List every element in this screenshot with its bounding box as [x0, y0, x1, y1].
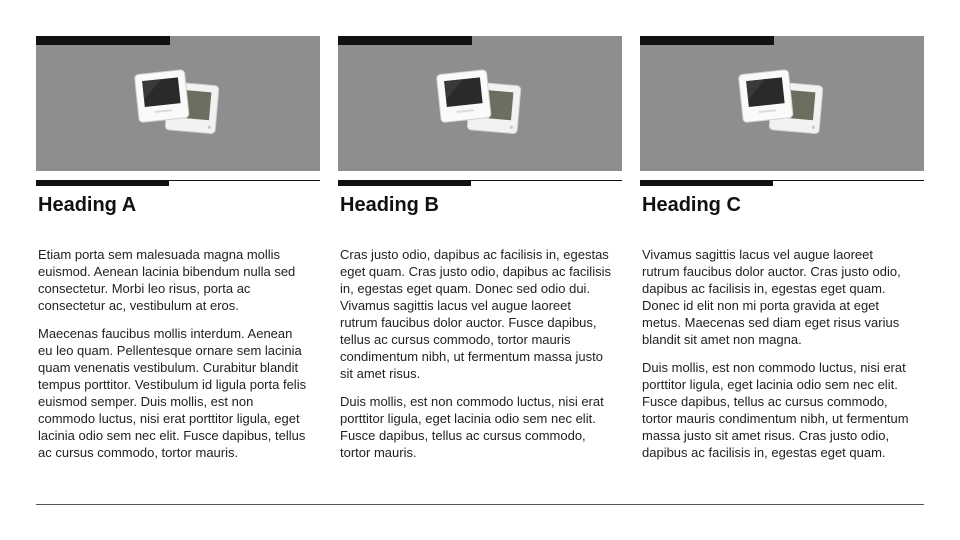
paragraph: Duis mollis, est non commodo luctus, nisi erat porttitor ligula, eget lacinia odio sem nec elit. Fusce dapibus, tellus ac cursus commodo, tortor mauris.: [340, 394, 604, 460]
paragraph: Duis mollis, est non commodo luctus, nisi erat porttitor ligula, eget lacinia odio sem nec elit. Fusce dapibus, tellus ac cursus commodo, tortor mauris condimentum nibh, ut fermentum massa justo sit amet risus. Cras justo odio, dapibus ac facilisis in, egestas eget quam.: [642, 360, 909, 460]
column-b: [338, 36, 622, 461]
image-placeholder[interactable]: [338, 36, 622, 171]
paragraph: Etiam porta sem malesuada magna mollis euismod. Aenean lacinia bibendum nulla sed consectetur. Morbi leo risus, porta ac consectetur ac, vestibulum at eros.: [38, 247, 296, 313]
image-accent-bar: [338, 36, 472, 45]
image-placeholder[interactable]: [36, 36, 320, 171]
column-heading: Heading B: [340, 194, 439, 216]
column-heading: Heading A: [38, 194, 137, 216]
heading-rule: [640, 180, 924, 186]
column-body: [340, 246, 612, 461]
column-body: [642, 246, 914, 461]
photo-slides-icon: [435, 64, 525, 140]
image-accent-bar: [640, 36, 774, 45]
bottom-divider: [36, 504, 924, 505]
image-accent-bar: [36, 36, 170, 45]
paragraph: Maecenas faucibus mollis interdum. Aenean eu leo quam. Pellentesque ornare sem lacinia quam venenatis vestibulum. Curabitur blandit tempus porttitor. Vestibulum id ligula porta felis euismod semper. Duis mollis, est non commodo luctus, nisi erat porttitor ligula, eget lacinia odio sem nec elit. Fusce dapibus, tellus ac cursus commodo, tortor mauris.: [38, 326, 307, 460]
column-body: [38, 246, 310, 461]
photo-slides-icon: [133, 64, 223, 140]
image-placeholder[interactable]: [640, 36, 924, 171]
heading-rule: [338, 180, 622, 186]
column-a: [36, 36, 320, 461]
column-heading: Heading C: [642, 194, 741, 216]
paragraph: Vivamus sagittis lacus vel augue laoreet rutrum faucibus dolor auctor. Cras justo odio, dapibus ac facilisis in, egestas eget quam. Donec id elit non mi porta gravida at eget metus. Maecenas sed diam eget risus varius blandit sit amet non magna.: [642, 247, 901, 347]
photo-slides-icon: [737, 64, 827, 140]
heading-rule: [36, 180, 320, 186]
paragraph: Cras justo odio, dapibus ac facilisis in, egestas eget quam. Cras justo odio, dapibus ac facilisis in, egestas eget quam. Donec sed odio dui. Vivamus sagittis lacus vel augue laoreet rutrum faucibus dolor auctor. Fusce dapibus, tellus ac cursus commodo, tortor mauris condimentum nibh, ut fermentum massa justo sit amet risus.: [340, 247, 611, 381]
column-c: [640, 36, 924, 461]
